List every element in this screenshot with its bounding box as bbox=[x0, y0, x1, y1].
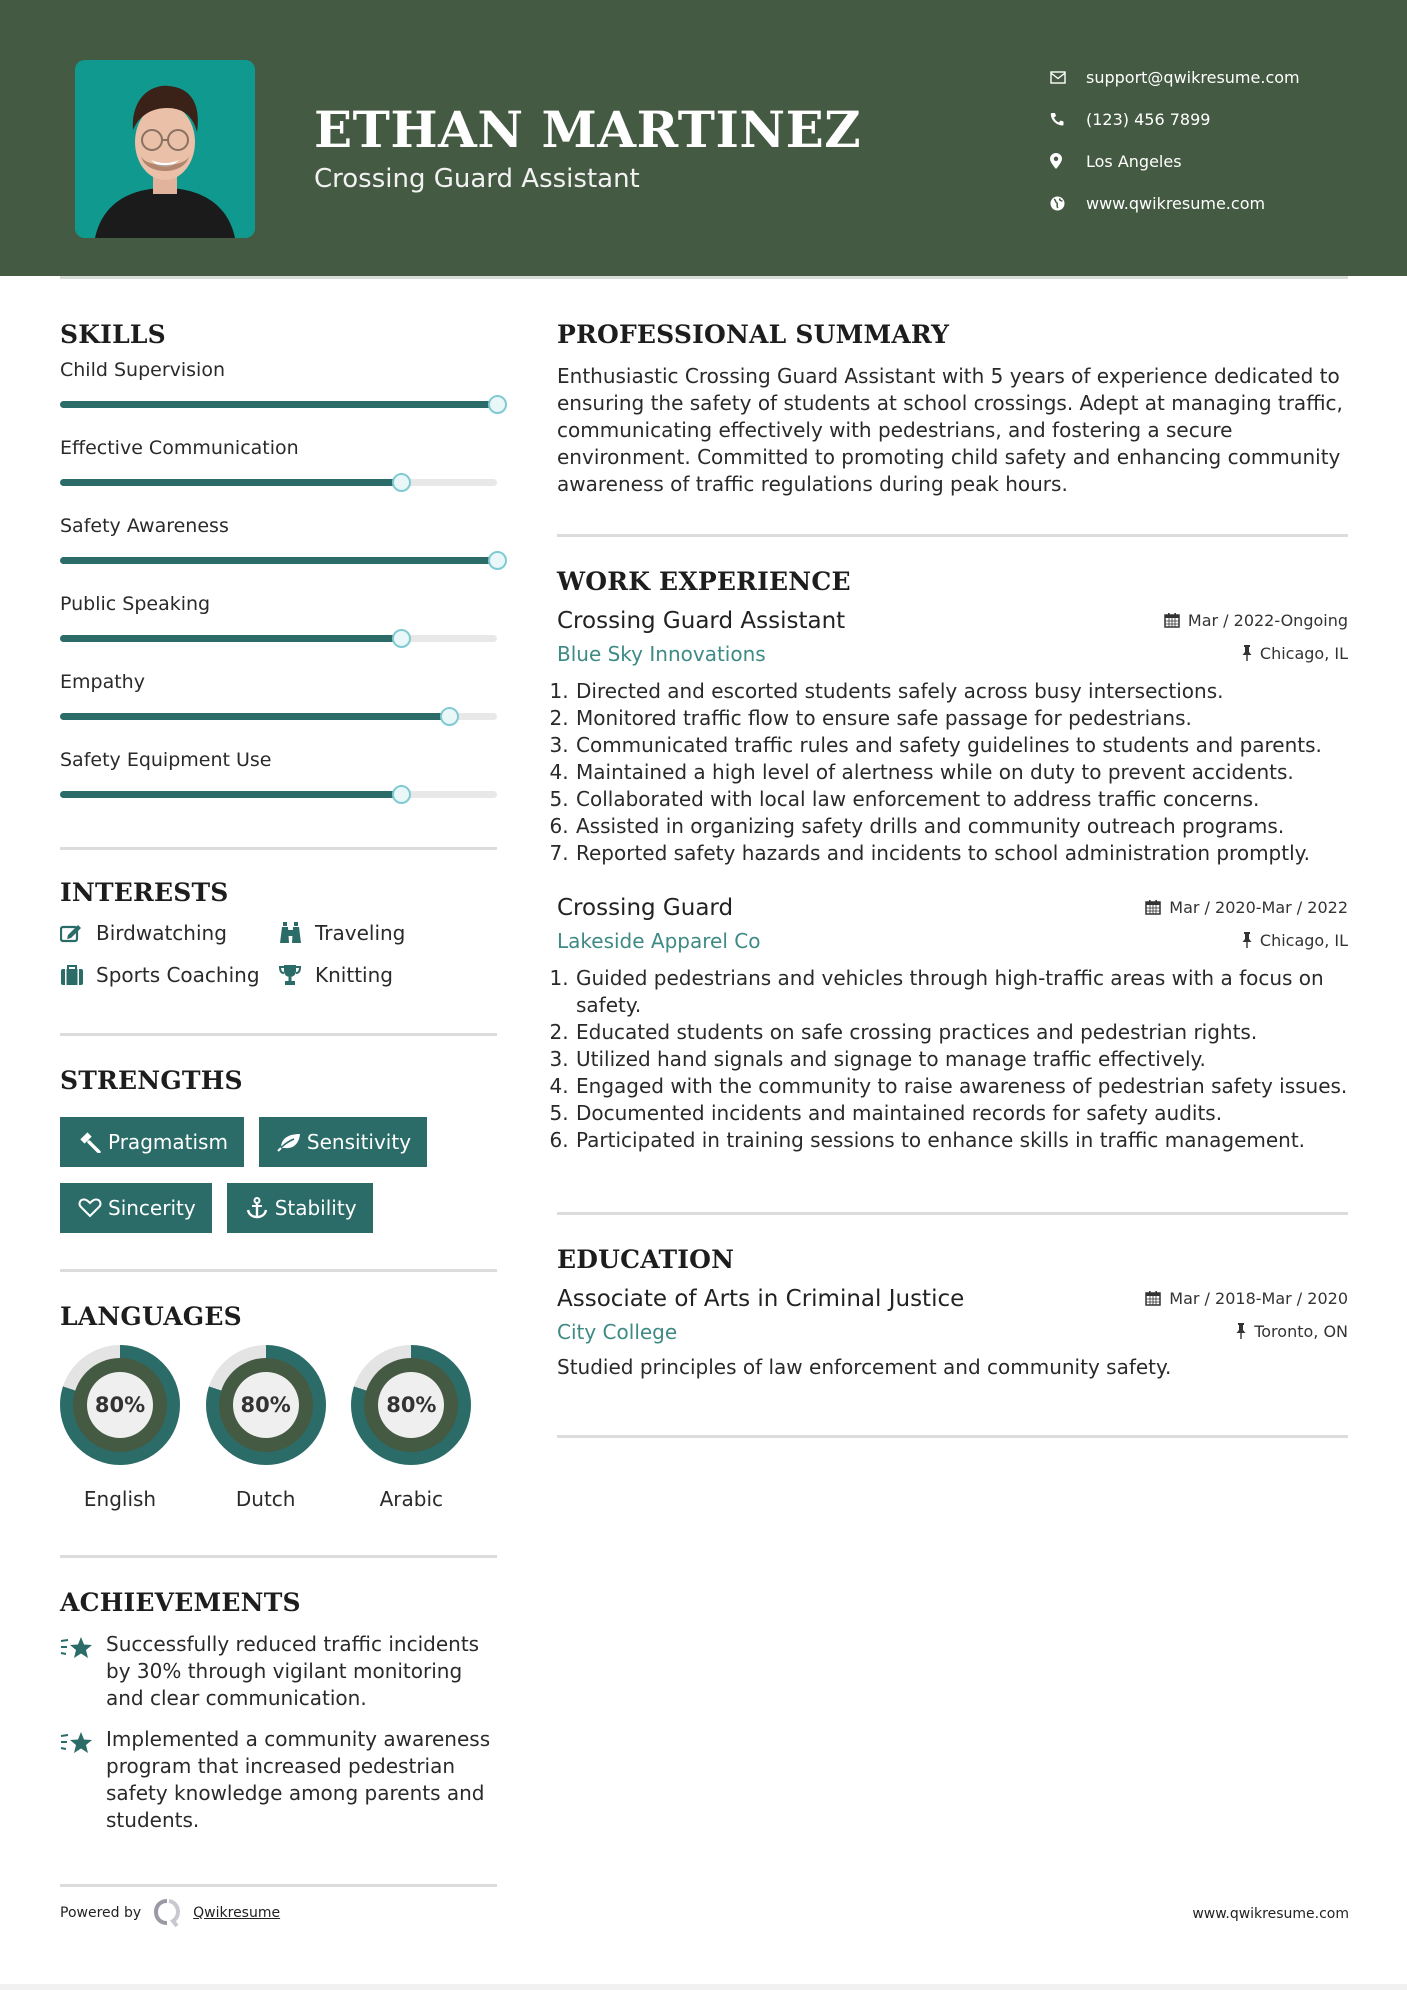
interest-label: Traveling bbox=[315, 921, 406, 945]
interests-title: INTERESTS bbox=[60, 878, 229, 907]
duty-item: 5. Collaborated with local law enforcement to address traffic concerns. bbox=[575, 786, 1348, 813]
interest-label: Knitting bbox=[315, 963, 393, 987]
skill-item bbox=[60, 515, 497, 591]
edit-icon bbox=[60, 923, 96, 943]
strength-badge bbox=[259, 1117, 427, 1167]
duty-item: 3. Utilized hand signals and signage to manage traffic effectively. bbox=[575, 1046, 1348, 1073]
contact-info bbox=[1050, 56, 1300, 224]
job-location-text: Chicago, IL bbox=[1259, 930, 1348, 950]
language-label: Arabic bbox=[379, 1487, 444, 1511]
strength-label: Pragmatism bbox=[108, 1130, 228, 1154]
duty-item: 1. Directed and escorted students safely across busy intersections. bbox=[575, 678, 1348, 705]
contact-website[interactable] bbox=[1050, 182, 1300, 224]
duty-item: 1. Guided pedestrians and vehicles through high-traffic areas with a focus on safety. bbox=[575, 965, 1348, 1019]
strength-badge bbox=[227, 1183, 373, 1233]
envelope-icon bbox=[1050, 71, 1086, 84]
skill-bar bbox=[60, 791, 497, 798]
job-location bbox=[1242, 644, 1348, 663]
section-divider bbox=[60, 1555, 497, 1558]
language-percent: 80% bbox=[378, 1372, 444, 1438]
calendar-icon bbox=[1145, 1290, 1161, 1306]
education-dates-text: Mar / 2018-Mar / 2020 bbox=[1169, 1288, 1348, 1308]
footer-powered-by bbox=[60, 1898, 280, 1928]
trophy-icon bbox=[279, 964, 315, 986]
skill-bar-knob bbox=[392, 473, 411, 492]
language-label: English bbox=[83, 1487, 157, 1511]
pushpin-icon bbox=[1236, 1323, 1246, 1339]
skill-bar-knob bbox=[440, 707, 459, 726]
shooting-star-icon bbox=[60, 1726, 106, 1834]
page-bottom-edge bbox=[0, 1984, 1407, 1990]
achievement-item bbox=[60, 1631, 497, 1712]
powered-by-label: Powered by bbox=[60, 1905, 142, 1921]
languages-section bbox=[60, 1302, 497, 1511]
gavel-icon bbox=[72, 1131, 108, 1153]
language-percent: 80% bbox=[87, 1372, 153, 1438]
contact-website-text: www.qwikresume.com bbox=[1086, 193, 1266, 213]
skill-bar bbox=[60, 635, 497, 642]
job-dates-text: Mar / 2022-Ongoing bbox=[1187, 610, 1348, 630]
interest-item bbox=[60, 963, 279, 987]
suitcase-icon bbox=[60, 964, 96, 986]
section-divider bbox=[557, 534, 1348, 537]
summary-section bbox=[557, 320, 1348, 498]
achievement-item bbox=[60, 1726, 497, 1834]
skill-bar bbox=[60, 401, 497, 408]
strength-badge bbox=[60, 1117, 244, 1167]
skill-item bbox=[60, 671, 497, 747]
contact-phone[interactable] bbox=[1050, 98, 1300, 140]
skill-bar bbox=[60, 557, 497, 564]
interest-label: Birdwatching bbox=[96, 921, 227, 945]
language-donut-chart bbox=[60, 1345, 180, 1465]
skill-label: Child Supervision bbox=[60, 359, 225, 381]
achievement-text: Implemented a community awareness program that increased pedestrian safety knowledge among parents and students. bbox=[106, 1727, 491, 1832]
duty-item: 7. Reported safety hazards and incidents to school administration promptly. bbox=[575, 840, 1348, 867]
language-donut-chart bbox=[206, 1345, 326, 1465]
job-entry bbox=[557, 895, 1348, 1154]
phone-icon bbox=[1050, 112, 1086, 126]
language-percent: 80% bbox=[233, 1372, 299, 1438]
experience-title: WORK EXPERIENCE bbox=[557, 567, 851, 596]
section-divider bbox=[60, 847, 497, 850]
strength-label: Sincerity bbox=[108, 1196, 196, 1220]
skill-bar bbox=[60, 713, 497, 720]
duty-item: 4. Engaged with the community to raise awareness of pedestrian safety issues. bbox=[575, 1073, 1348, 1100]
qwikresume-logo-icon bbox=[153, 1898, 181, 1928]
duty-item: 2. Educated students on safe crossing practices and pedestrian rights. bbox=[575, 1019, 1348, 1046]
heart-icon bbox=[72, 1198, 108, 1218]
language-item bbox=[351, 1345, 497, 1511]
strength-badge bbox=[60, 1183, 212, 1233]
job-dates-text: Mar / 2020-Mar / 2022 bbox=[1169, 897, 1348, 917]
duty-item: 4. Maintained a high level of alertness while on duty to prevent accidents. bbox=[575, 759, 1348, 786]
strengths-title: STRENGTHS bbox=[60, 1066, 243, 1095]
contact-email[interactable] bbox=[1050, 56, 1300, 98]
duty-item: 6. Assisted in organizing safety drills and community outreach programs. bbox=[575, 813, 1348, 840]
sidebar bbox=[60, 320, 497, 1834]
summary-title: PROFESSIONAL SUMMARY bbox=[557, 320, 950, 349]
candidate-name: ETHAN MARTINEZ bbox=[314, 100, 862, 159]
skill-item bbox=[60, 593, 497, 669]
company-name: Blue Sky Innovations bbox=[557, 642, 766, 666]
map-pin-icon bbox=[1050, 153, 1086, 169]
section-divider bbox=[60, 1033, 497, 1036]
calendar-icon bbox=[1145, 899, 1161, 915]
strength-label: Sensitivity bbox=[306, 1130, 412, 1154]
school-name: City College bbox=[557, 1320, 678, 1344]
education-dates bbox=[1145, 1289, 1348, 1308]
pushpin-icon bbox=[1242, 932, 1252, 948]
skill-bar-knob bbox=[488, 551, 507, 570]
shooting-star-icon bbox=[60, 1631, 106, 1712]
experience-section bbox=[557, 567, 1348, 1154]
interest-item bbox=[60, 921, 279, 945]
achievements-title: ACHIEVEMENTS bbox=[60, 1588, 301, 1617]
languages-title: LANGUAGES bbox=[60, 1302, 242, 1331]
job-duties-list bbox=[557, 965, 1348, 1154]
binoculars-icon bbox=[279, 922, 315, 944]
degree-title: Associate of Arts in Criminal Justice bbox=[557, 1286, 965, 1312]
skill-bar-knob bbox=[488, 395, 507, 414]
footer-divider bbox=[60, 1884, 497, 1887]
language-item bbox=[60, 1345, 206, 1511]
job-dates bbox=[1164, 611, 1348, 630]
interest-label: Sports Coaching bbox=[96, 963, 260, 987]
candidate-title: Crossing Guard Assistant bbox=[314, 164, 640, 194]
interest-item bbox=[279, 921, 497, 945]
education-description: Studied principles of law enforcement and community safety. bbox=[557, 1355, 1172, 1379]
education-location bbox=[1236, 1322, 1348, 1341]
skills-title: SKILLS bbox=[60, 320, 166, 349]
duty-item: 5. Documented incidents and maintained records for safety audits. bbox=[575, 1100, 1348, 1127]
header-divider bbox=[60, 276, 1348, 279]
leaf-icon bbox=[271, 1132, 307, 1152]
anchor-icon bbox=[239, 1197, 275, 1219]
section-divider bbox=[557, 1212, 1348, 1215]
job-duties-list bbox=[557, 678, 1348, 867]
skill-item bbox=[60, 437, 497, 513]
duty-item: 2. Monitored traffic flow to ensure safe passage for pedestrians. bbox=[575, 705, 1348, 732]
contact-email-text: support@qwikresume.com bbox=[1086, 67, 1300, 87]
language-label: Dutch bbox=[235, 1487, 296, 1511]
skill-item bbox=[60, 749, 497, 825]
resume-header bbox=[0, 0, 1407, 276]
summary-text: Enthusiastic Crossing Guard Assistant with 5 years of experience dedicated to ensuring the safety of students at school crossings. Adept at managing traffic, communicating effectively with pedestrians, and fostering a secure environment. Committed to promoting child safety and enhancing community awareness of traffic regulations during peak hours. bbox=[557, 364, 1343, 496]
globe-icon bbox=[1050, 196, 1086, 211]
contact-location-text: Los Angeles bbox=[1086, 151, 1182, 171]
skill-label: Effective Communication bbox=[60, 437, 299, 459]
skill-bar-knob bbox=[392, 629, 411, 648]
skill-label: Empathy bbox=[60, 671, 145, 693]
interests-section bbox=[60, 878, 497, 987]
skill-item bbox=[60, 359, 497, 435]
company-name: Lakeside Apparel Co bbox=[557, 929, 761, 953]
section-divider bbox=[60, 1269, 497, 1272]
skills-section bbox=[60, 320, 497, 825]
pushpin-icon bbox=[1242, 645, 1252, 661]
qwikresume-link[interactable]: Qwikresume bbox=[193, 1905, 281, 1921]
skill-bar bbox=[60, 479, 497, 486]
education-title: EDUCATION bbox=[557, 1245, 735, 1274]
duty-item: 6. Participated in training sessions to enhance skills in traffic management. bbox=[575, 1127, 1348, 1154]
skill-label: Public Speaking bbox=[60, 593, 211, 615]
main-content bbox=[557, 320, 1348, 1438]
skill-label: Safety Awareness bbox=[60, 515, 229, 537]
job-location bbox=[1242, 931, 1348, 950]
strengths-section bbox=[60, 1066, 497, 1233]
duty-item: 3. Communicated traffic rules and safety guidelines to students and parents. bbox=[575, 732, 1348, 759]
job-location-text: Chicago, IL bbox=[1259, 643, 1348, 663]
strength-label: Stability bbox=[274, 1196, 357, 1220]
calendar-icon bbox=[1164, 612, 1180, 628]
person-portrait-icon bbox=[75, 60, 255, 238]
job-title: Crossing Guard Assistant bbox=[557, 608, 846, 634]
education-section bbox=[557, 1245, 1348, 1381]
profile-photo bbox=[75, 60, 255, 238]
contact-phone-text: (123) 456 7899 bbox=[1086, 109, 1211, 129]
education-location-text: Toronto, ON bbox=[1254, 1321, 1348, 1341]
job-entry bbox=[557, 608, 1348, 867]
education-entry bbox=[557, 1286, 1348, 1381]
achievements-section bbox=[60, 1588, 497, 1834]
section-divider bbox=[557, 1435, 1348, 1438]
language-donut-chart bbox=[351, 1345, 471, 1465]
job-dates bbox=[1145, 898, 1348, 917]
skill-label: Safety Equipment Use bbox=[60, 749, 272, 771]
skill-bar-knob bbox=[392, 785, 411, 804]
footer-website[interactable]: www.qwikresume.com bbox=[1192, 1906, 1349, 1922]
contact-location bbox=[1050, 140, 1300, 182]
language-item bbox=[206, 1345, 352, 1511]
interest-item bbox=[279, 963, 497, 987]
job-title: Crossing Guard bbox=[557, 895, 734, 921]
achievement-text: Successfully reduced traffic incidents by 30% through vigilant monitoring and clear communication. bbox=[106, 1632, 480, 1710]
